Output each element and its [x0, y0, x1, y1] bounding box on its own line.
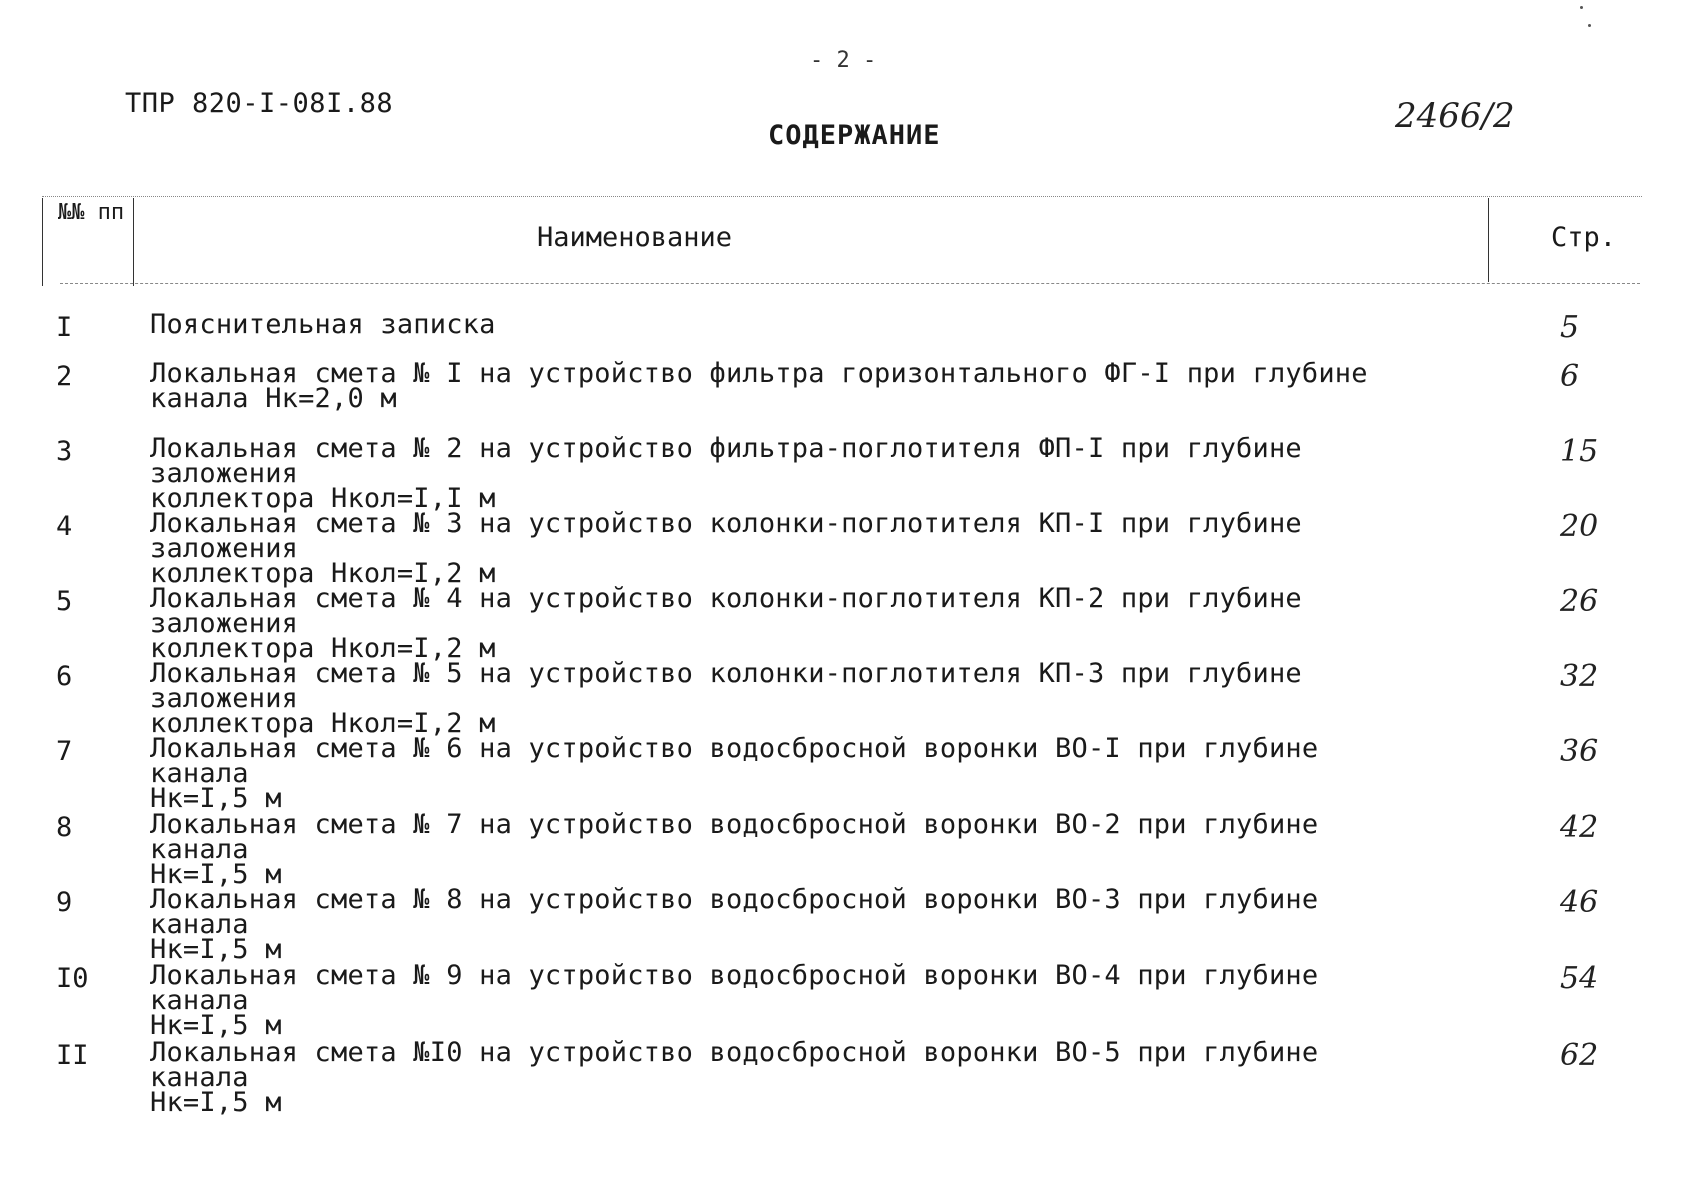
row-number: 8: [56, 812, 73, 843]
column-header-number: №№ пп: [57, 200, 125, 225]
page-title: СОДЕРЖАНИЕ: [768, 120, 941, 151]
scan-speck: [1580, 6, 1583, 9]
row-page: 36: [1560, 734, 1599, 769]
row-number: I: [56, 312, 73, 343]
column-header-page: Стр.: [1551, 222, 1617, 253]
row-page: 6: [1560, 359, 1580, 394]
row-name: Локальная смета № 8 на устройство водосбросной воронки ВО-3 при глубине канала Нк=I,5 м: [150, 884, 1319, 965]
page-number: - 2 -: [810, 48, 877, 73]
row-number: I0: [56, 963, 89, 994]
row-name: Локальная смета № 9 на устройство водосбросной воронки ВО-4 при глубине канала Нк=I,5 м: [150, 960, 1319, 1041]
row-number: II: [56, 1040, 89, 1071]
row-name: Локальная смета №I0 на устройство водосбросной воронки ВО-5 при глубине канала Нк=I,5 м: [150, 1037, 1319, 1118]
row-name: Локальная смета № I на устройство фильтра горизонтального ФГ-I при глубине канала Нк=2,0 м: [150, 358, 1368, 414]
row-name: Пояснительная записка: [150, 309, 496, 340]
row-page: 46: [1560, 885, 1599, 920]
row-number: 3: [56, 436, 73, 467]
row-number: 6: [56, 661, 73, 692]
row-name: Локальная смета № 4 на устройство колонки-поглотителя КП-2 при глубине заложения коллектора Нкол=I,2 м: [150, 583, 1302, 664]
table-header-rule: [60, 283, 1640, 284]
row-page: 62: [1560, 1038, 1599, 1073]
row-name: Локальная смета № 2 на устройство фильтра-поглотителя ФП-I при глубине заложения коллектора Нкол=I,I м: [150, 433, 1302, 514]
table-divider-page: [1488, 198, 1489, 282]
row-page: 42: [1560, 810, 1599, 845]
row-page: 26: [1560, 584, 1599, 619]
column-header-name: Наименование: [537, 222, 733, 253]
row-page: 15: [1560, 434, 1599, 469]
row-number: 7: [56, 736, 73, 767]
row-page: 54: [1560, 961, 1599, 996]
row-number: 4: [56, 511, 73, 542]
row-name: Локальная смета № 7 на устройство водосбросной воронки ВО-2 при глубине канала Нк=I,5 м: [150, 809, 1319, 890]
row-name: Локальная смета № 5 на устройство колонки-поглотителя КП-3 при глубине заложения коллектора Нкол=I,2 м: [150, 658, 1302, 739]
row-number: 9: [56, 887, 73, 918]
scan-speck: [1588, 24, 1591, 27]
row-page: 20: [1560, 509, 1599, 544]
inventory-number: 2466/2: [1395, 96, 1515, 136]
row-number: 2: [56, 361, 73, 392]
document-code: ТПР 820-I-08I.88: [125, 88, 394, 119]
table-top-rule: [42, 196, 1642, 197]
row-page: 5: [1560, 310, 1580, 345]
row-number: 5: [56, 586, 73, 617]
row-name: Локальная смета № 3 на устройство колонки-поглотителя КП-I при глубине заложения коллектора Нкол=I,2 м: [150, 508, 1302, 589]
row-name: Локальная смета № 6 на устройство водосбросной воронки ВО-I при глубине канала Нк=I,5 м: [150, 733, 1319, 814]
row-page: 32: [1560, 659, 1599, 694]
